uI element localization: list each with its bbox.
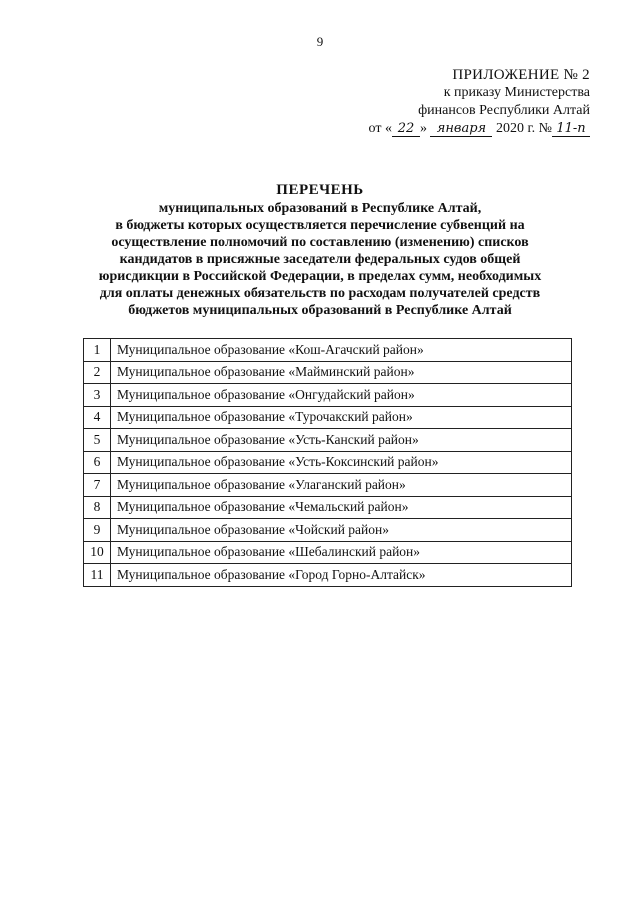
table-row [84, 564, 572, 587]
row-name: Муниципальное образование «Усть-Канский район» [111, 429, 572, 452]
row-number: 10 [84, 541, 111, 564]
municipalities-table [83, 338, 572, 587]
row-name: Муниципальное образование «Чемальский район» [111, 496, 572, 519]
heading-line: муниципальных образований в Республике Алтай, [158, 201, 482, 216]
row-name: Муниципальное образование «Кош-Агачский район» [111, 339, 572, 362]
row-number: 7 [84, 474, 111, 497]
document-heading [60, 182, 580, 319]
table-row [84, 361, 572, 384]
table-row [84, 406, 572, 429]
row-number: 1 [84, 339, 111, 362]
number-prefix: № [538, 121, 552, 136]
appendix-line-order: к приказу Министерства [443, 85, 590, 100]
row-name: Муниципальное образование «Чойский район» [111, 519, 572, 542]
row-number: 4 [84, 406, 111, 429]
row-number: 2 [84, 361, 111, 384]
row-number: 11 [84, 564, 111, 587]
table-row [84, 541, 572, 564]
heading-line: юрисдикции в Российской Федерации, в пределах сумм, необходимых [98, 269, 542, 284]
heading-line: осуществление полномочий по составлению (изменению) списков [111, 235, 529, 250]
appendix-title: ПРИЛОЖЕНИЕ № 2 [452, 67, 590, 83]
table-row [84, 496, 572, 519]
appendix-line-ministry: финансов Республики Алтай [418, 103, 590, 118]
heading-line: кандидатов в присяжные заседатели федеральных судов общей [119, 252, 521, 267]
appendix-block [369, 66, 590, 138]
date-prefix: от « [368, 121, 392, 136]
heading-line: в бюджеты которых осуществляется перечисление субвенций на [115, 218, 525, 233]
date-year: 2020 г. [495, 121, 536, 136]
table-row [84, 339, 572, 362]
row-name: Муниципальное образование «Усть-Коксинский район» [111, 451, 572, 474]
date-mid: » [419, 121, 427, 136]
row-name: Муниципальное образование «Майминский район» [111, 361, 572, 384]
row-name: Муниципальное образование «Город Горно-Алтайск» [111, 564, 572, 587]
table-row [84, 384, 572, 407]
row-name: Муниципальное образование «Улаганский район» [111, 474, 572, 497]
row-name: Муниципальное образование «Онгудайский район» [111, 384, 572, 407]
order-number-handwritten: 11-п [552, 121, 590, 137]
table-row [84, 519, 572, 542]
order-date-line [369, 120, 590, 138]
row-number: 6 [84, 451, 111, 474]
date-day-handwritten: 22 [392, 121, 420, 137]
heading-title: ПЕРЕЧЕНЬ [276, 182, 364, 198]
heading-line: бюджетов муниципальных образований в Республике Алтай [128, 303, 512, 318]
table-row [84, 451, 572, 474]
date-month-handwritten: января [430, 121, 492, 137]
page-number: 9 [316, 34, 324, 49]
row-name: Муниципальное образование «Шебалинский район» [111, 541, 572, 564]
row-number: 3 [84, 384, 111, 407]
heading-line: для оплаты денежных обязательств по расходам получателей средств [99, 286, 541, 301]
table-row [84, 474, 572, 497]
table-row [84, 429, 572, 452]
row-name: Муниципальное образование «Турочакский район» [111, 406, 572, 429]
row-number: 9 [84, 519, 111, 542]
row-number: 5 [84, 429, 111, 452]
row-number: 8 [84, 496, 111, 519]
